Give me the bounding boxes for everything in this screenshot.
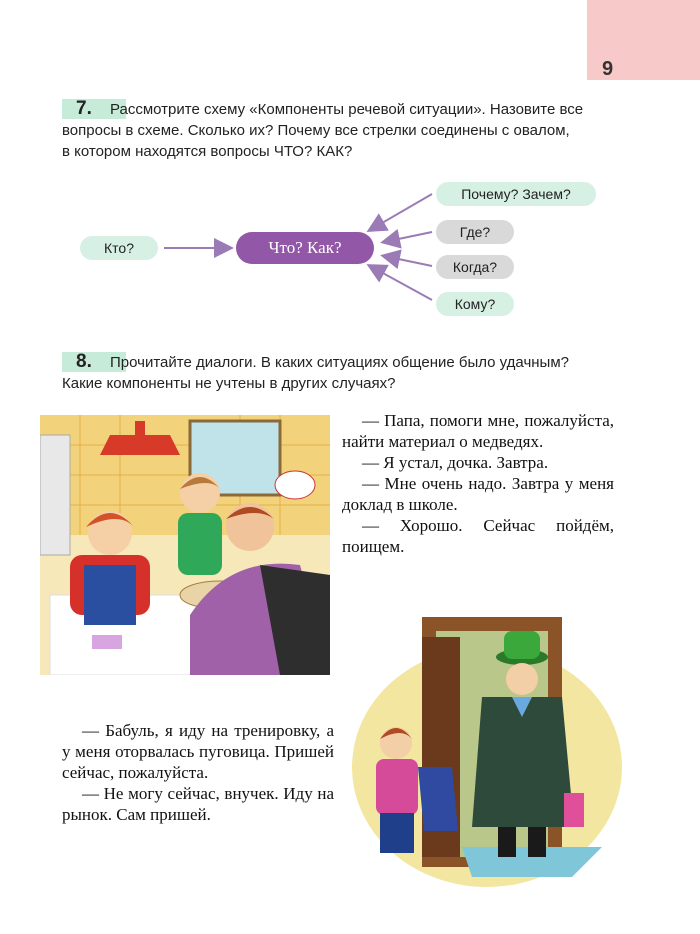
dialog-2 — [62, 720, 334, 825]
task-8-line-2: Какие компоненты не учтены в других случаях? — [62, 375, 396, 392]
diagram-node-pochemu: Почему? Зачем? — [436, 182, 596, 206]
task-8-number: 8. — [62, 352, 126, 372]
arrow-gde — [384, 232, 432, 242]
task-8-line-1: Прочитайте диалоги. В каких ситуациях общение было удачным? — [110, 354, 569, 371]
task-8-text — [62, 352, 622, 394]
dialog-1-line: — Я устал, дочка. Завтра. — [362, 453, 549, 472]
arrow-kogda — [384, 256, 432, 266]
arrow-komu — [370, 266, 432, 300]
task-7-line-2: вопросы в схеме. Сколько их? Почему все стрелки соединены с овалом, — [62, 122, 570, 139]
diagram-node-gde: Где? — [436, 220, 514, 244]
page-number: 9 — [602, 58, 614, 80]
dialog-1 — [342, 410, 614, 557]
task-7-line-1: Рассмотрите схему «Компоненты речевой ситуации». Назовите все — [110, 101, 584, 118]
illustration-doorway — [352, 617, 622, 887]
arrow-pochemu — [370, 194, 432, 230]
diagram-node-center: Что? Как? — [236, 232, 374, 264]
diagram-node-komu: Кому? — [436, 292, 514, 316]
diagram-node-kogda: Когда? — [436, 255, 514, 279]
task-7-line-3: в котором находятся вопросы ЧТО? КАК? — [62, 143, 353, 160]
dialog-1-line: — Мне очень надо. Завтра у меня доклад в школе. — [342, 474, 614, 514]
dialog-2-line: — Не могу сейчас, внучек. Иду на рынок. Сам пришей. — [62, 784, 334, 824]
diagram-node-kto: Кто? — [80, 236, 158, 260]
task-7-number: 7. — [62, 99, 126, 119]
illustration-kitchen — [40, 415, 330, 675]
dialog-1-line: — Хорошо. Сейчас пойдём, поищем. — [342, 516, 614, 556]
dialog-2-line: — Бабуль, я иду на тренировку, а у меня оторвалась пуговица. Пришей сейчас, пожалуйста. — [62, 721, 334, 782]
dialog-1-line: — Папа, помоги мне, пожалуйста, найти материал о медведях. — [342, 411, 614, 451]
